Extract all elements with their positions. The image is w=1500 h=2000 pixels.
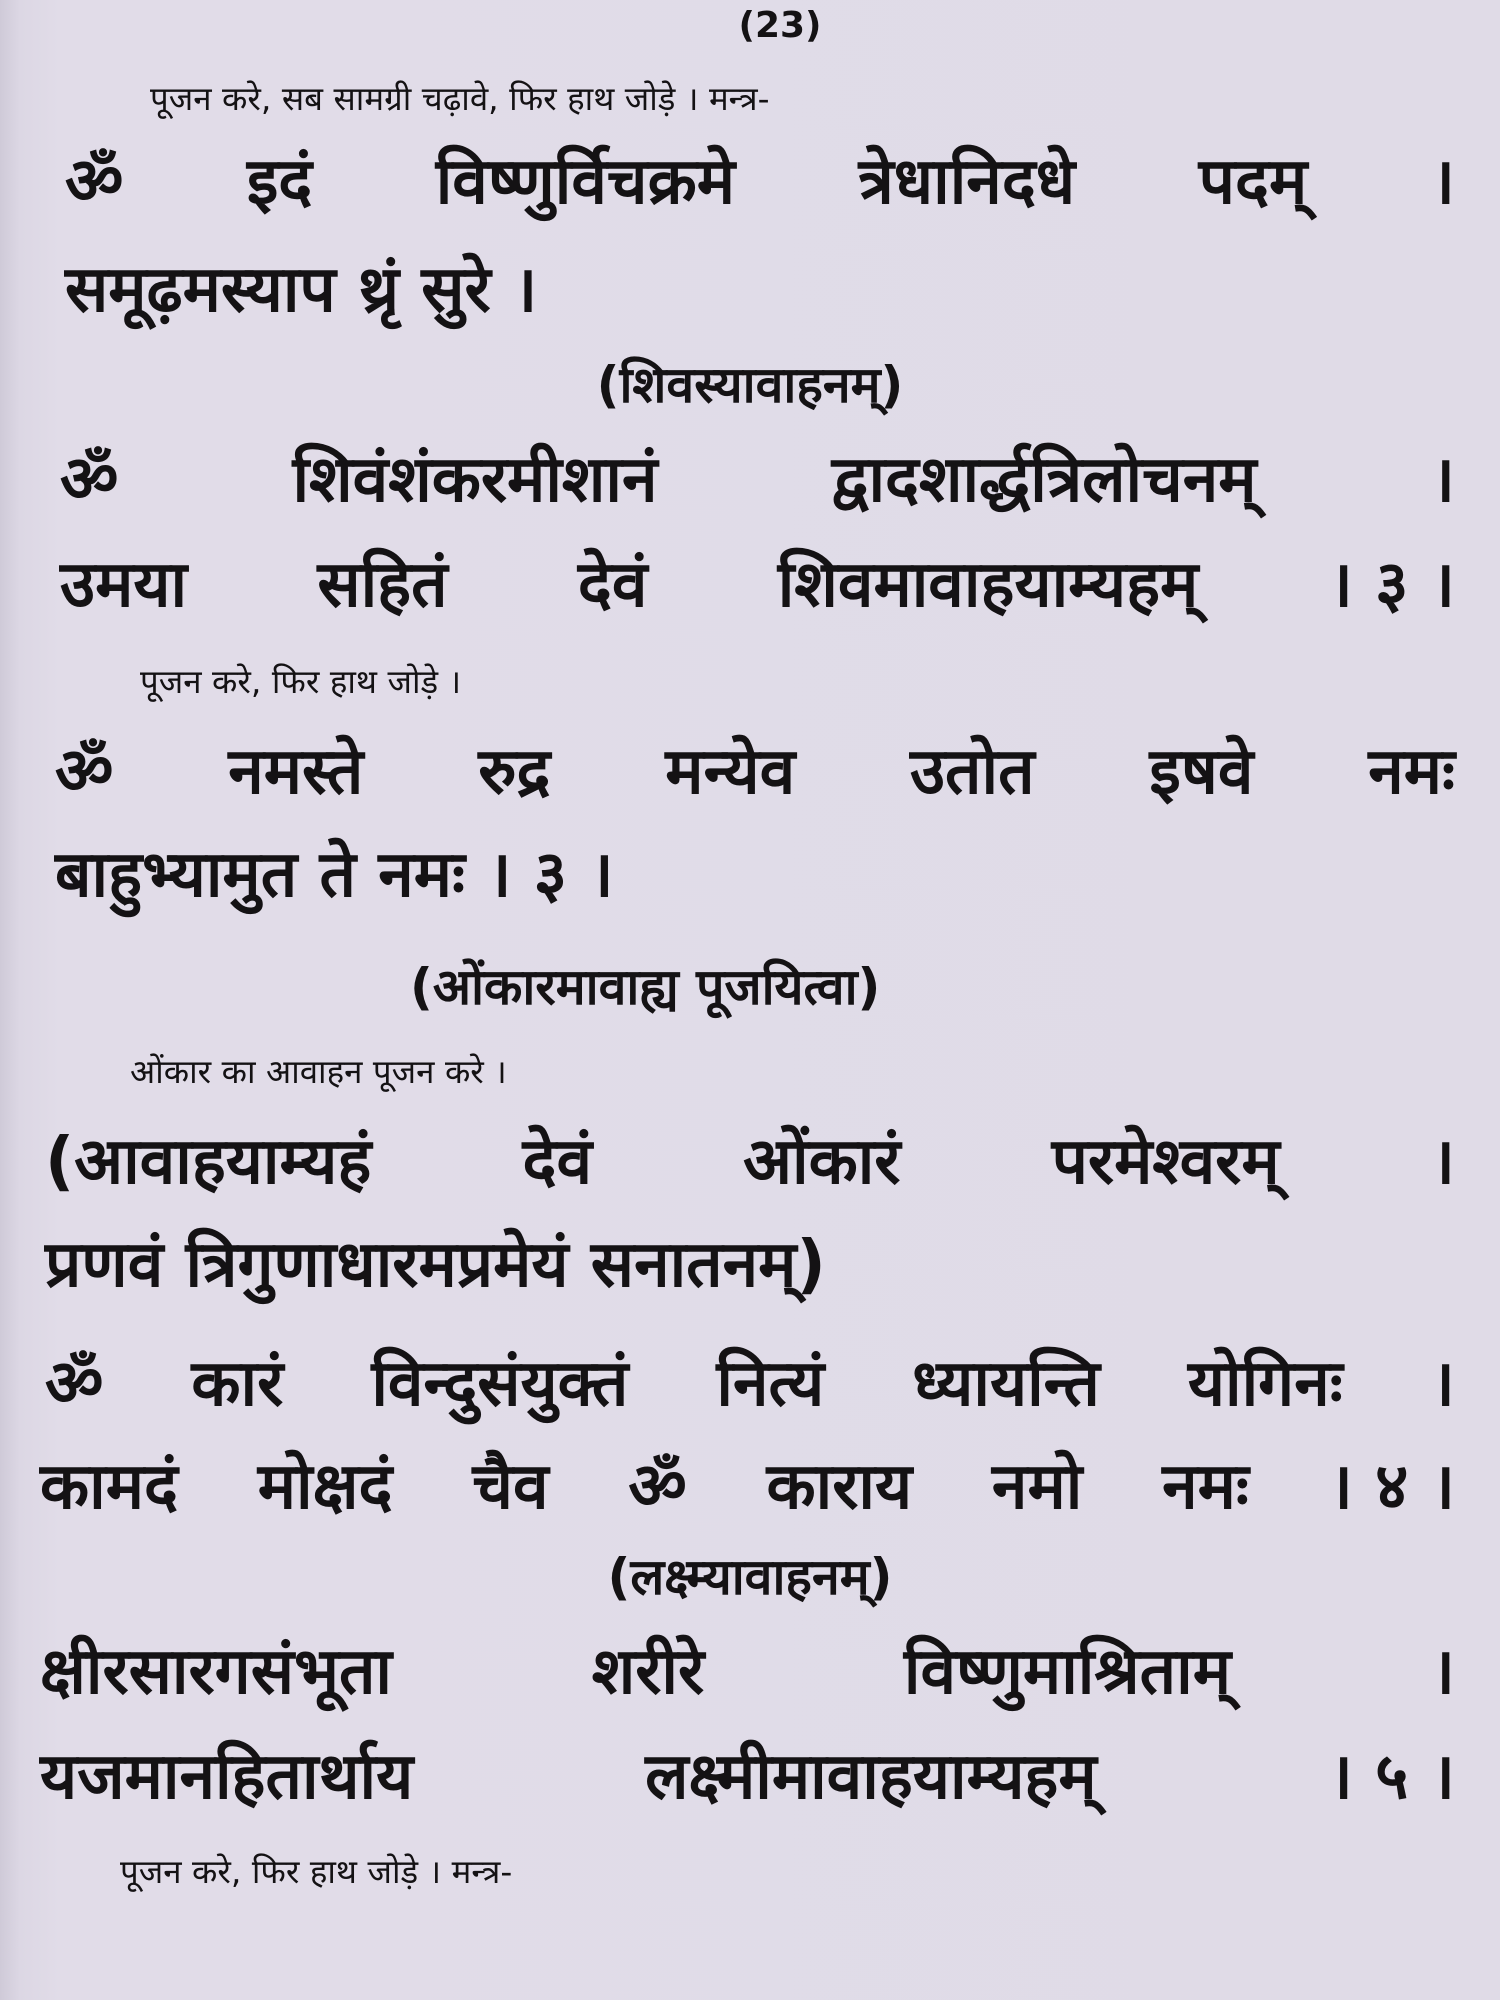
verse-word: नमः [1162,1450,1249,1524]
verse-word: ध्यायन्ति [912,1347,1100,1421]
instruction-line: पूजन करे, सब सामग्री चढ़ावे, फिर हाथ जोड़े । मन्त्र- [150,79,770,118]
verse-word: नमः [1368,735,1455,809]
mantra-line [45,1125,1455,1199]
verse-word: कारं [191,1347,284,1421]
section-heading: (शिवस्यावाहनम्) [596,356,904,414]
verse-word: परमेश्वरम् [1051,1125,1280,1199]
verse-word: मोक्षदं [257,1450,393,1524]
verse-word: उमया [60,548,188,622]
verse-word: पदम् [1198,145,1308,219]
verse-word: इषवे [1149,735,1254,809]
verse-word: । [1430,1125,1455,1199]
verse-word: । ५ । [1328,1740,1455,1814]
mantra-line: समूढ़मस्याप थ्रृं सुरे । [65,253,538,327]
mantra-line [65,145,1455,219]
verse-word: कामदं [40,1450,178,1524]
verse-word: ओंकारं [743,1125,901,1199]
verse-word: ॐ [45,1347,104,1421]
mantra-line: बाहुभ्यामुत ते नमः । ३ । [55,838,614,912]
verse-word: उतोत [909,735,1035,809]
verse-word: क्षीरसारगसंभूता [40,1635,392,1709]
verse-word: नमो [991,1450,1083,1524]
section-heading: (ओंकारमावाह्य पूजयित्वा) [410,958,881,1016]
verse-word: विष्णुमाश्रिताम् [903,1635,1231,1709]
instruction-line: पूजन करे, फिर हाथ जोड़े । [140,662,462,701]
verse-word: लक्ष्मीमावाहयाम्यहम् [645,1740,1097,1814]
mantra-line: प्रणवं त्रिगुणाधारमप्रमेयं सनातनम्) [45,1228,826,1302]
verse-word: । [1430,443,1455,517]
verse-word: । [1430,1347,1455,1421]
verse-word: ॐ [60,443,119,517]
verse-word: ॐ [65,145,124,219]
verse-word: । [1430,1635,1455,1709]
verse-word: शरीरे [591,1635,705,1709]
verse-word: द्वादशार्द्धत्रिलोचनम् [831,443,1257,517]
verse-word: नित्यं [716,1347,825,1421]
instruction-line: पूजन करे, फिर हाथ जोड़े । मन्त्र- [120,1852,513,1891]
verse-word: सहितं [317,548,448,622]
page-number: (23) [738,5,822,46]
verse-word: शिवमावाहयाम्यहम् [777,548,1199,622]
verse-word: ॐ [55,735,114,809]
verse-word: चैव [472,1450,549,1524]
verse-word: देवं [577,548,648,622]
verse-word: काराय [766,1450,913,1524]
mantra-line [60,443,1455,517]
verse-word: विन्दुसंयुक्तं [371,1347,629,1421]
verse-word: त्रेधानिदधे [858,145,1076,219]
verse-word: ॐ [628,1450,687,1524]
section-heading: (लक्ष्म्यावाहनम्) [607,1548,893,1606]
verse-word: इदं [246,145,313,219]
verse-word: (आवाहयाम्यहं [45,1125,372,1199]
instruction-line: ओंकार का आवाहन पूजन करे । [130,1052,507,1091]
verse-word: शिवंशंकरमीशानं [292,443,658,517]
verse-word: योगिनः [1187,1347,1343,1421]
mantra-line [40,1450,1455,1524]
verse-word: देवं [522,1125,593,1199]
mantra-line [60,548,1455,622]
verse-word: यजमानहितार्थाय [40,1740,414,1814]
verse-word: रुद्र [478,735,551,809]
mantra-line [45,1347,1455,1421]
verse-word: । ३ । [1328,548,1455,622]
mantra-line [40,1635,1455,1709]
verse-word: । [1430,145,1455,219]
verse-word: मन्येव [665,735,796,809]
mantra-line [55,735,1455,809]
verse-word: । ४ । [1328,1450,1455,1524]
verse-word: नमस्ते [228,735,364,809]
mantra-line [40,1740,1455,1814]
verse-word: विष्णुर्विचक्रमे [435,145,735,219]
